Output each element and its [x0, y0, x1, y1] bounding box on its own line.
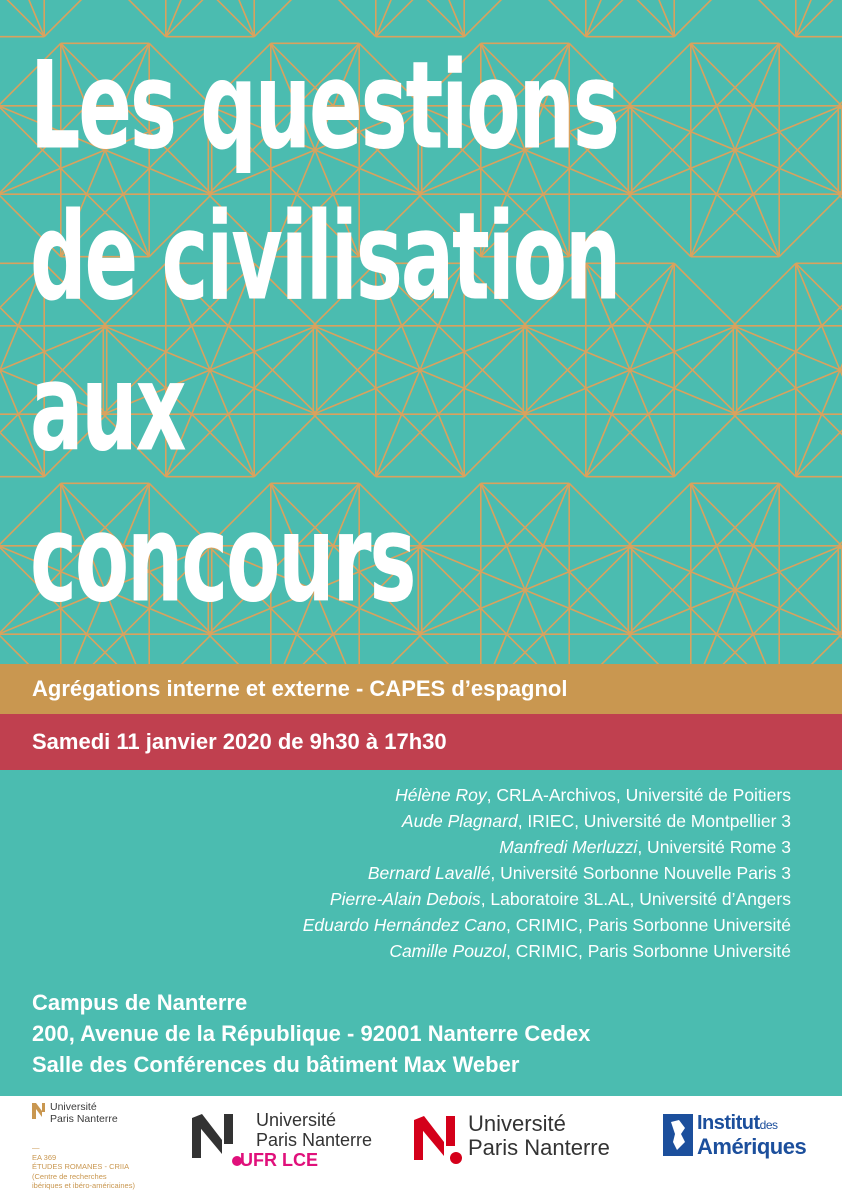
pattern-line: [0, 0, 107, 37]
pattern-line: [838, 634, 842, 664]
upn-mark-icon: [192, 1114, 240, 1158]
speaker-affiliation: , CRLA-Archivos, Université de Poitiers: [486, 785, 791, 805]
pattern-line: [44, 0, 107, 37]
venue-line: Salle des Conférences du bâtiment Max Weber: [32, 1052, 520, 1077]
ufr-label: UFR LCE: [240, 1150, 318, 1170]
logo-text: Amériques: [697, 1134, 807, 1159]
title-line: concours: [30, 488, 415, 629]
venue-line: 200, Avenue de la République - 92001 Nanterre Cedex: [32, 1021, 591, 1046]
speaker-name: Eduardo Hernández Cano: [302, 915, 507, 935]
speaker-affiliation: , CRIMIC, Paris Sorbonne Université: [506, 941, 791, 961]
date-band: [0, 714, 842, 770]
speaker-affiliation: , IRIEC, Université de Montpellier 3: [517, 811, 791, 831]
pattern-line: [838, 43, 842, 106]
speaker-item: [303, 834, 791, 860]
logo-word: Institut: [697, 1112, 760, 1134]
speaker-affiliation: , Université Sorbonne Nouvelle Paris 3: [490, 863, 791, 883]
pattern-line: [313, 0, 376, 37]
logo-line: Paris Nanterre: [256, 1130, 373, 1150]
pattern-line: [733, 0, 796, 37]
lab-line: ÉTUDES ROMANES - CRIIA: [32, 1162, 130, 1171]
logo-line: Paris Nanterre: [468, 1135, 610, 1160]
pattern-line: [838, 483, 842, 546]
dot-icon: [450, 1152, 462, 1164]
speaker-name: Camille Pouzol: [389, 941, 507, 961]
venue-line: Campus de Nanterre: [32, 990, 248, 1015]
event-date: Samedi 11 janvier 2020 de 9h30 à 17h30: [32, 729, 447, 754]
speaker-name: Pierre-Alain Debois: [329, 889, 481, 909]
speaker-name: Manfredi Merluzzi: [499, 837, 638, 857]
speaker-affiliation: , CRIMIC, Paris Sorbonne Université: [506, 915, 791, 935]
speaker-item: [303, 886, 791, 912]
venue-block: [32, 987, 590, 1080]
pattern-line: [674, 0, 737, 37]
speaker-item: [303, 912, 791, 938]
logo-text: [468, 1112, 610, 1160]
lab-line: ibériques et ibéro-américaines): [32, 1181, 135, 1190]
lab-line: EA 369: [32, 1152, 57, 1162]
pattern-line: [733, 0, 842, 37]
subtitle: Agrégations interne et externe - CAPES d’espagnol: [32, 676, 568, 701]
logo-text: [256, 1110, 372, 1150]
title-line: aux: [30, 337, 185, 478]
speaker-item: [303, 938, 791, 964]
institut-mark-icon: [663, 1114, 693, 1156]
title-line: de civilisation: [30, 186, 620, 327]
title-line: Les questions: [30, 35, 618, 176]
lab-line: (Centre de recherches: [32, 1171, 107, 1181]
pattern-line: [464, 0, 527, 37]
speaker-list: [303, 782, 791, 964]
pattern-line: [0, 0, 44, 37]
subtitle-band: [0, 664, 842, 714]
logo-word: des: [759, 1118, 778, 1132]
logo-text: [50, 1101, 118, 1125]
info-section: [0, 770, 842, 1096]
upn-mark-icon: [32, 1103, 46, 1119]
speaker-item: [303, 860, 791, 886]
logo-footer: [0, 1096, 842, 1191]
pattern-line: [254, 0, 317, 37]
page-title: [30, 35, 830, 649]
logo-line: Université: [468, 1111, 566, 1136]
logo-line: Paris Nanterre: [50, 1113, 118, 1125]
speaker-affiliation: , Laboratoire 3L.AL, Université d’Angers: [480, 889, 791, 909]
speaker-name: Aude Plagnard: [401, 811, 518, 831]
logo-line: Université: [256, 1110, 337, 1130]
pattern-line: [523, 0, 586, 37]
logo-line: Université: [50, 1101, 97, 1113]
speaker-name: Hélène Roy: [395, 785, 487, 805]
pattern-line: [838, 194, 842, 257]
logo-text: [697, 1112, 778, 1135]
lab-line: —: [32, 1143, 40, 1152]
speaker-item: [303, 808, 791, 834]
pattern-line: [103, 0, 166, 37]
lab-text: [32, 1143, 192, 1191]
speaker-name: Bernard Lavallé: [367, 863, 491, 883]
speaker-affiliation: , Université Rome 3: [637, 837, 791, 857]
speaker-item: [303, 782, 791, 808]
